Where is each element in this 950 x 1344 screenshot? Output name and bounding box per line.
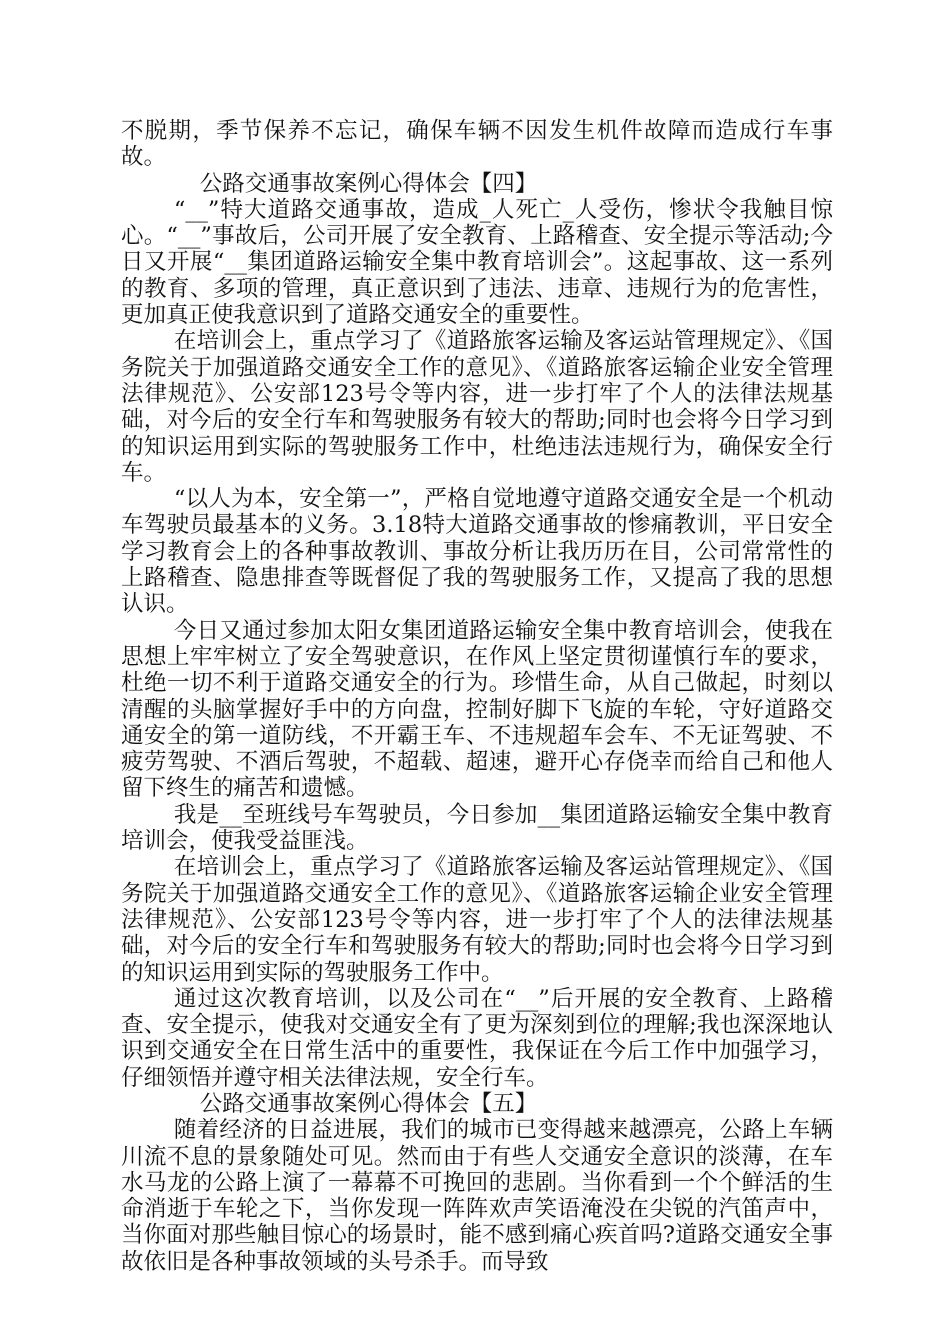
paragraph: “以人为本，安全第一”，严格自觉地遵守道路交通安全是一个机动车驾驶员最基本的义务。3.18特大道路交通事故的惨痛教训，平日安全学习教育会上的各种事故教训、事故分析让我历历在目，公司常常性的上路稽查、隐患排查等既督促了我的驾驶服务工作，又提高了我的思想认识。 [121,486,833,618]
paragraph: 今日又通过参加太阳女集团道路运输安全集中教育培训会，使我在思想上牢牢树立了安全驾驶意识，在作风上坚定贯彻谨慎行车的要求，杜绝一切不利于道路交通安全的行为。珍惜生命，从自己做起，时刻以清醒的头脑掌握好手中的方向盘，控制好脚下飞旋的车轮，守好道路交通安全的第一道防线，不开霸王车、不违规超车会车、不无证驾驶、不疲劳驾驶、不酒后驾驶，不超载、超速，避开心存侥幸而给自己和他人留下终生的痛苦和遗憾。 [121,617,833,802]
paragraph: 随着经济的日益进展，我们的城市已变得越来越漂亮，公路上车辆川流不息的景象随处可见。然而由于有些人交通安全意识的淡薄，在车水马龙的公路上演了一幕幕不可挽回的悲剧。当你看到一个个鲜活的生命消逝于车轮之下，当你发现一阵阵欢声笑语淹没在尖锐的汽笛声中，当你面对那些触目惊心的场景时，能不感到痛心疾首吗?道路交通安全事故依旧是各种事故领域的头号杀手。而导致 [121,1117,833,1275]
paragraph: “__”特大道路交通事故，造成_人死亡_人受伤，惨状令我触目惊心。“__”事故后，公司开展了安全教育、上路稽查、安全提示等活动;今日又开展“__集团道路运输安全集中教育培训会”。这起事故、这一系列的教育、多项的管理，真正意识到了违法、违章、违规行为的危害性，更加真正使我意识到了道路交通安全的重要性。 [121,196,833,329]
paragraph: 在培训会上，重点学习了《道路旅客运输及客运站管理规定》、《国务院关于加强道路交通安全工作的意见》、《道路旅客运输企业安全管理法律规范》、公安部123号令等内容，进一步打牢了个人的法律法规基础，对今后的安全行车和驾驶服务有较大的帮助;同时也会将今日学习到的知识运用到实际的驾驶服务工作中，杜绝违法违规行为，确保安全行车。 [121,328,833,486]
section-heading-five: 公路交通事故案例心得体会【五】 [199,1090,538,1117]
document-page [121,118,833,1275]
paragraph: 通过这次教育培训，以及公司在“__”后开展的安全教育、上路稽查、安全提示，使我对交通安全有了更为深刻到位的理解;我也深深地认识到交通安全在日常生活中的重要性，我保证在今后工作中加强学习，仔细领悟并遵守相关法律法规，安全行车。 [121,985,833,1091]
section-heading-four: 公路交通事故案例心得体会【四】 [199,170,538,197]
paragraph-continuation: 不脱期，季节保养不忘记，确保车辆不因发生机件故障而造成行车事故。 [121,118,833,171]
paragraph: 在培训会上，重点学习了《道路旅客运输及客运站管理规定》、《国务院关于加强道路交通安全工作的意见》、《道路旅客运输企业安全管理法律规范》、公安部123号令等内容，进一步打牢了个人的法律法规基础，对今后的安全行车和驾驶服务有较大的帮助;同时也会将今日学习到的知识运用到实际的驾驶服务工作中。 [121,854,833,986]
paragraph: 我是__至班线号车驾驶员，今日参加__集团道路运输安全集中教育培训会，使我受益匪浅。 [121,801,833,855]
